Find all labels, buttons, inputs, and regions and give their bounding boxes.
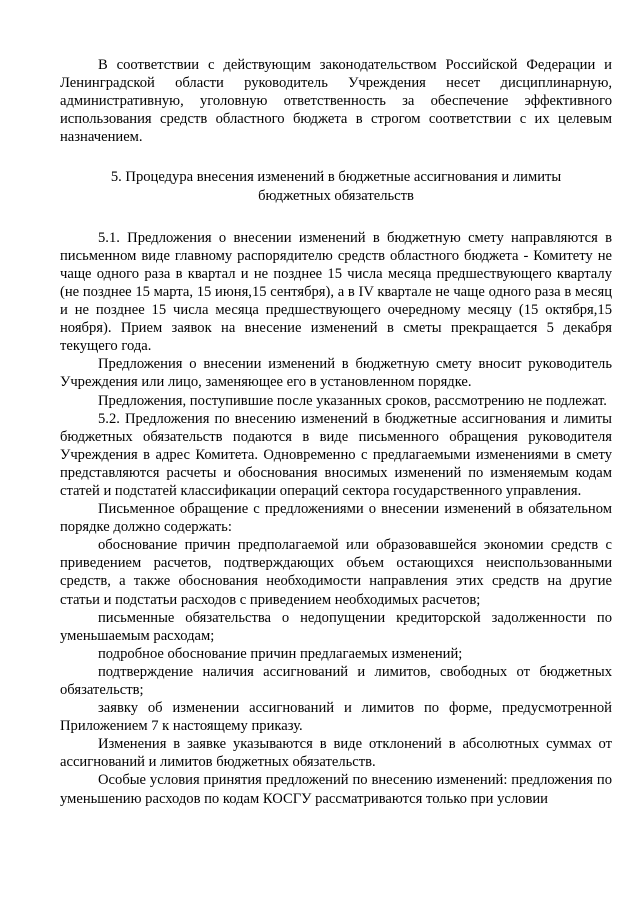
intro-paragraph: В соответствии с действующим законодательством Российской Федерации и Ленинградской области руководитель Учреждения несет дисциплинарную, административную, уголовную ответственность за обеспечение эффективного использования средств областного бюджета в строгом соответствии с их целевым назначением. xyxy=(60,57,612,146)
paragraph-late-proposals: Предложения, поступившие после указанных сроков, рассмотрению не подлежат. xyxy=(98,392,607,409)
list-item-savings: обоснование причин предполагаемой или образовавшейся экономии средств с приведением расчетов, подтверждающих объем остающихся неиспользованными средств, а также обоснования необходимости направления этих средств на другие статьи и подстатьи расходов с приведением необходимых расчетов; xyxy=(60,537,612,608)
paragraph-5-1: 5.1. Предложения о внесении изменений в бюджетную смету направляются в письменном виде главному распорядителю средств областного бюджета - Комитету не чаще одного раза в квартал и не позднее 15 числа месяца предшествующего кварталу (не позднее 15 марта, 15 июня,15 сентября), а в IV квартале не чаще одного раза в месяц и не позднее 15 числа месяца предшествующего очередному месяцу (15 октября,15 ноября). Прием заявок на внесение изменений в сметы прекращается 5 декабря текущего года. xyxy=(60,229,612,355)
paragraph-letter-contents: Письменное обращение с предложениями о внесении изменений в обязательном порядке должно содержать: xyxy=(60,501,612,536)
document-page xyxy=(60,56,612,808)
list-item-application: заявку об изменении ассигнований и лимитов по форме, предусмотренной Приложением 7 к настоящему приказу. xyxy=(60,700,612,735)
paragraph-special-conditions: Особые условия принятия предложений по внесению изменений: предложения по уменьшению расходов по кодам КОСГУ рассматриваются только при условии xyxy=(60,772,612,807)
paragraph-deviations: Изменения в заявке указываются в виде отклонений в абсолютных суммах от ассигнований и лимитов бюджетных обязательств. xyxy=(60,736,612,771)
paragraph-submitter: Предложения о внесении изменений в бюджетную смету вносит руководитель Учреждения или лицо, заменяющее его в установленном порядке. xyxy=(60,356,612,391)
section-heading: 5. Процедура внесения изменений в бюджетные ассигнования и лимиты бюджетных обязательств xyxy=(110,169,562,204)
list-item-justification: подробное обоснование причин предлагаемых изменений; xyxy=(98,645,463,662)
list-item-obligations: письменные обязательства о недопущении кредиторской задолженности по уменьшаемым расходам; xyxy=(60,609,612,644)
list-item-confirmation: подтверждение наличия ассигнований и лимитов, свободных от бюджетных обязательств; xyxy=(60,663,612,698)
paragraph-5-2: 5.2. Предложения по внесению изменений в бюджетные ассигнования и лимиты бюджетных обязательств подаются в виде письменного обращения руководителя Учреждения в адрес Комитета. Одновременно с предлагаемыми изменениями в смету представляются расчеты и обоснования вносимых изменений по изменяемым кодам статей и подстатей классификации операций сектора государственного управления. xyxy=(60,410,612,499)
